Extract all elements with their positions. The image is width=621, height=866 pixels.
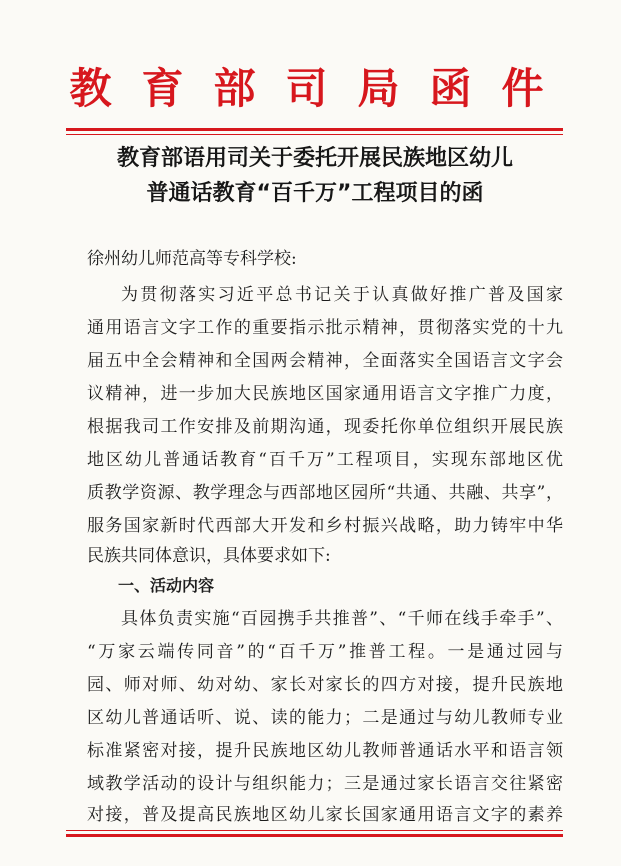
- paragraph-2-line-2: “万家云端传同音”的“百千万”推普工程。一是通过园与: [87, 642, 563, 662]
- paragraph-1-line-5: 根据我司工作安排及前期沟通，现委托你单位组织开展民族: [87, 417, 563, 437]
- paragraph-1-line-4: 议精神，进一步加大民族地区国家通用语言文字推广力度，: [87, 384, 563, 404]
- addressee: 徐州幼儿师范高等专科学校:: [87, 249, 297, 269]
- paragraph-1-line-3: 届五中全会精神和全国两会精神，全面落实全国语言文字会: [87, 351, 563, 371]
- footer-rule-thin: [66, 830, 563, 831]
- document-title-line-2: 普通话教育“百千万”工程项目的函: [146, 181, 484, 206]
- paragraph-2-line-7: 对接，普及提高民族地区幼儿家长国家通用语言文字的素养: [87, 805, 563, 825]
- paragraph-1-line-2: 通用语言文字工作的重要指示批示精神，贯彻落实党的十九: [87, 318, 563, 338]
- paragraph-2-line-5: 标准紧密对接，提升民族地区幼儿教师普通话水平和语言领: [87, 741, 563, 761]
- letterhead-top-rule-thick: [66, 128, 563, 131]
- paragraph-2-line-6: 域教学活动的设计与组织能力；三是通过家长语言交往紧密: [87, 774, 563, 794]
- paragraph-2-line-1: 具体负责实施“百园携手共推普”、“千师在线手牵手”、: [121, 609, 563, 629]
- letterhead-title: 教育部司局函件: [69, 64, 574, 113]
- paragraph-1-line-6: 地区幼儿普通话教育“百千万”工程项目，实现东部地区优: [87, 450, 563, 470]
- paragraph-1-line-8: 服务国家新时代西部大开发和乡村振兴战略，助力铸牢中华: [87, 516, 563, 536]
- letterhead-top-rule-thin: [66, 134, 563, 135]
- section-1-heading: 一、活动内容: [118, 576, 215, 595]
- paragraph-2-line-4: 区幼儿普通话听、说、读的能力；二是通过与幼儿教师专业: [87, 708, 563, 728]
- paragraph-2-line-3: 园、师对师、幼对幼、家长对家长的四方对接，提升民族地: [87, 675, 563, 695]
- document-title-line-1: 教育部语用司关于委托开展民族地区幼儿: [116, 146, 513, 171]
- paragraph-1-line-7: 质教学资源、教学理念与西部地区园所“共通、共融、共享”，: [87, 483, 563, 503]
- footer-rule-thick: [66, 834, 563, 837]
- paragraph-1-line-9: 民族共同体意识，具体要求如下:: [87, 546, 331, 566]
- paragraph-1-line-1: 为贯彻落实习近平总书记关于认真做好推广普及国家: [121, 285, 563, 305]
